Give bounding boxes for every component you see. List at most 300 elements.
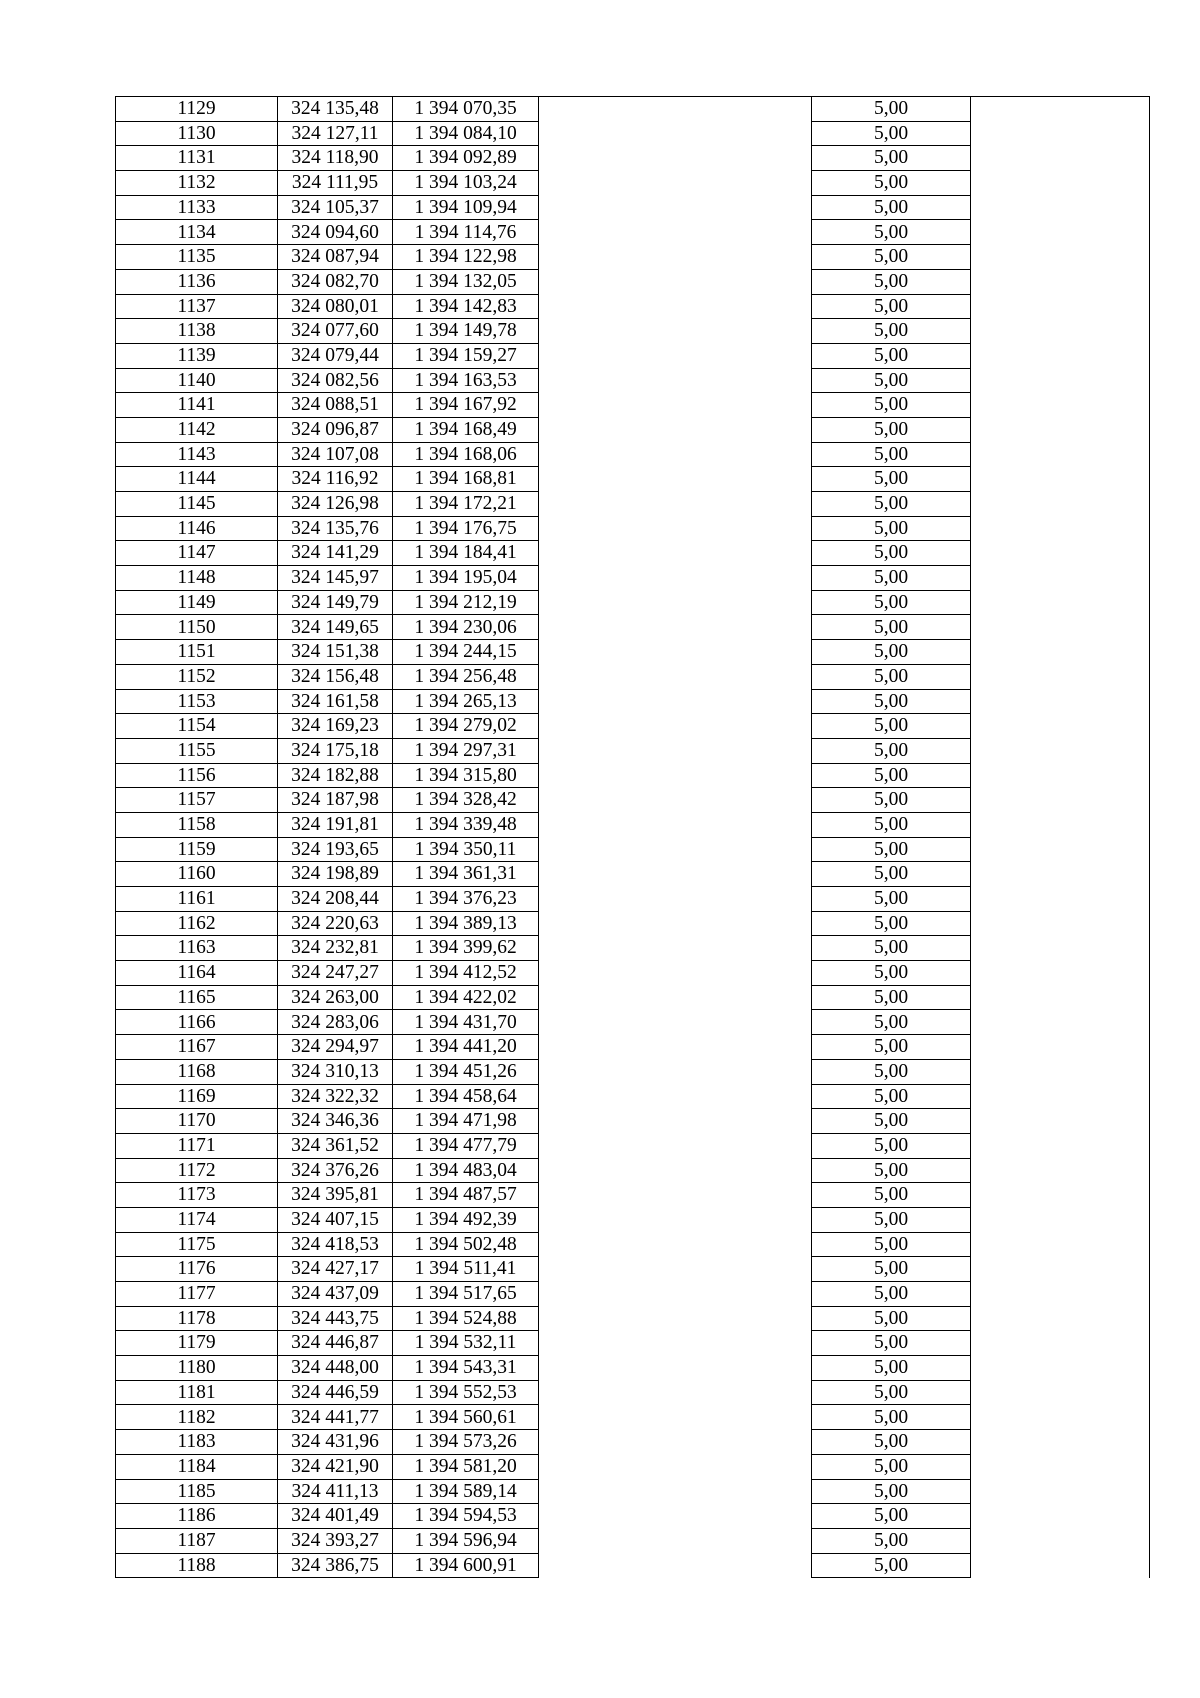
point-number-cell: 1155 (116, 738, 278, 763)
accuracy-cell: 5,00 (812, 417, 971, 442)
table-row (116, 788, 1150, 813)
table-row (116, 1158, 1150, 1183)
description-cell (539, 121, 812, 146)
point-number-cell: 1180 (116, 1356, 278, 1381)
point-number-cell: 1176 (116, 1257, 278, 1282)
point-number-cell: 1146 (116, 516, 278, 541)
description-cell (539, 615, 812, 640)
note-cell (971, 1430, 1150, 1455)
description-cell (539, 1232, 812, 1257)
description-cell (539, 763, 812, 788)
table-row (116, 1282, 1150, 1307)
accuracy-cell: 5,00 (812, 1454, 971, 1479)
y-coordinate-cell: 1 394 441,20 (393, 1035, 539, 1060)
note-cell (971, 788, 1150, 813)
point-number-cell: 1170 (116, 1109, 278, 1134)
table-row (116, 1553, 1150, 1578)
description-cell (539, 1158, 812, 1183)
table-row (116, 343, 1150, 368)
description-cell (539, 887, 812, 912)
point-number-cell: 1145 (116, 492, 278, 517)
table-row (116, 541, 1150, 566)
x-coordinate-cell: 324 427,17 (278, 1257, 393, 1282)
note-cell (971, 516, 1150, 541)
point-number-cell: 1158 (116, 812, 278, 837)
x-coordinate-cell: 324 156,48 (278, 664, 393, 689)
note-cell (971, 417, 1150, 442)
accuracy-cell: 5,00 (812, 1109, 971, 1134)
point-number-cell: 1144 (116, 467, 278, 492)
accuracy-cell: 5,00 (812, 1010, 971, 1035)
note-cell (971, 1207, 1150, 1232)
table-row (116, 1430, 1150, 1455)
coordinates-table (115, 96, 1150, 1578)
table-row (116, 566, 1150, 591)
description-cell (539, 245, 812, 270)
note-cell (971, 911, 1150, 936)
y-coordinate-cell: 1 394 163,53 (393, 368, 539, 393)
note-cell (971, 467, 1150, 492)
y-coordinate-cell: 1 394 573,26 (393, 1430, 539, 1455)
table-row (116, 516, 1150, 541)
note-cell (971, 812, 1150, 837)
x-coordinate-cell: 324 182,88 (278, 763, 393, 788)
table-row (116, 1059, 1150, 1084)
accuracy-cell: 5,00 (812, 1306, 971, 1331)
point-number-cell: 1134 (116, 220, 278, 245)
description-cell (539, 294, 812, 319)
y-coordinate-cell: 1 394 149,78 (393, 319, 539, 344)
point-number-cell: 1165 (116, 985, 278, 1010)
note-cell (971, 1282, 1150, 1307)
table-row (116, 887, 1150, 912)
table-row (116, 1331, 1150, 1356)
accuracy-cell: 5,00 (812, 1479, 971, 1504)
point-number-cell: 1154 (116, 714, 278, 739)
table-row (116, 146, 1150, 171)
description-cell (539, 1207, 812, 1232)
description-cell (539, 862, 812, 887)
description-cell (539, 566, 812, 591)
x-coordinate-cell: 324 079,44 (278, 343, 393, 368)
note-cell (971, 442, 1150, 467)
note-cell (971, 97, 1150, 122)
x-coordinate-cell: 324 135,48 (278, 97, 393, 122)
accuracy-cell: 5,00 (812, 936, 971, 961)
x-coordinate-cell: 324 294,97 (278, 1035, 393, 1060)
description-cell (539, 985, 812, 1010)
note-cell (971, 1035, 1150, 1060)
y-coordinate-cell: 1 394 376,23 (393, 887, 539, 912)
table-row (116, 714, 1150, 739)
x-coordinate-cell: 324 094,60 (278, 220, 393, 245)
point-number-cell: 1161 (116, 887, 278, 912)
accuracy-cell: 5,00 (812, 1553, 971, 1578)
point-number-cell: 1167 (116, 1035, 278, 1060)
point-number-cell: 1185 (116, 1479, 278, 1504)
x-coordinate-cell: 324 105,37 (278, 195, 393, 220)
description-cell (539, 936, 812, 961)
description-cell (539, 442, 812, 467)
description-cell (539, 1059, 812, 1084)
point-number-cell: 1156 (116, 763, 278, 788)
point-number-cell: 1162 (116, 911, 278, 936)
accuracy-cell: 5,00 (812, 220, 971, 245)
accuracy-cell: 5,00 (812, 1059, 971, 1084)
accuracy-cell: 5,00 (812, 121, 971, 146)
description-cell (539, 492, 812, 517)
point-number-cell: 1174 (116, 1207, 278, 1232)
table-row (116, 294, 1150, 319)
y-coordinate-cell: 1 394 103,24 (393, 171, 539, 196)
y-coordinate-cell: 1 394 142,83 (393, 294, 539, 319)
description-cell (539, 319, 812, 344)
y-coordinate-cell: 1 394 589,14 (393, 1479, 539, 1504)
x-coordinate-cell: 324 232,81 (278, 936, 393, 961)
note-cell (971, 590, 1150, 615)
y-coordinate-cell: 1 394 451,26 (393, 1059, 539, 1084)
y-coordinate-cell: 1 394 596,94 (393, 1528, 539, 1553)
y-coordinate-cell: 1 394 159,27 (393, 343, 539, 368)
y-coordinate-cell: 1 394 122,98 (393, 245, 539, 270)
point-number-cell: 1166 (116, 1010, 278, 1035)
description-cell (539, 1282, 812, 1307)
note-cell (971, 862, 1150, 887)
accuracy-cell: 5,00 (812, 615, 971, 640)
table-row (116, 319, 1150, 344)
point-number-cell: 1163 (116, 936, 278, 961)
description-cell (539, 640, 812, 665)
point-number-cell: 1188 (116, 1553, 278, 1578)
x-coordinate-cell: 324 096,87 (278, 417, 393, 442)
point-number-cell: 1164 (116, 961, 278, 986)
note-cell (971, 220, 1150, 245)
table-row (116, 911, 1150, 936)
x-coordinate-cell: 324 161,58 (278, 689, 393, 714)
x-coordinate-cell: 324 187,98 (278, 788, 393, 813)
point-number-cell: 1143 (116, 442, 278, 467)
accuracy-cell: 5,00 (812, 862, 971, 887)
description-cell (539, 1405, 812, 1430)
x-coordinate-cell: 324 263,00 (278, 985, 393, 1010)
description-cell (539, 393, 812, 418)
note-cell (971, 245, 1150, 270)
description-cell (539, 1553, 812, 1578)
description-cell (539, 1084, 812, 1109)
table-row (116, 121, 1150, 146)
y-coordinate-cell: 1 394 552,53 (393, 1380, 539, 1405)
description-cell (539, 961, 812, 986)
accuracy-cell: 5,00 (812, 1282, 971, 1307)
x-coordinate-cell: 324 395,81 (278, 1183, 393, 1208)
point-number-cell: 1184 (116, 1454, 278, 1479)
accuracy-cell: 5,00 (812, 294, 971, 319)
y-coordinate-cell: 1 394 487,57 (393, 1183, 539, 1208)
note-cell (971, 1306, 1150, 1331)
table-row (116, 590, 1150, 615)
description-cell (539, 738, 812, 763)
note-cell (971, 269, 1150, 294)
y-coordinate-cell: 1 394 114,76 (393, 220, 539, 245)
description-cell (539, 541, 812, 566)
accuracy-cell: 5,00 (812, 245, 971, 270)
y-coordinate-cell: 1 394 502,48 (393, 1232, 539, 1257)
table-row (116, 1084, 1150, 1109)
x-coordinate-cell: 324 443,75 (278, 1306, 393, 1331)
table-row (116, 1504, 1150, 1529)
x-coordinate-cell: 324 118,90 (278, 146, 393, 171)
accuracy-cell: 5,00 (812, 1380, 971, 1405)
coordinates-table-body (116, 97, 1150, 1578)
y-coordinate-cell: 1 394 109,94 (393, 195, 539, 220)
y-coordinate-cell: 1 394 212,19 (393, 590, 539, 615)
description-cell (539, 1454, 812, 1479)
accuracy-cell: 5,00 (812, 467, 971, 492)
y-coordinate-cell: 1 394 339,48 (393, 812, 539, 837)
x-coordinate-cell: 324 149,65 (278, 615, 393, 640)
accuracy-cell: 5,00 (812, 763, 971, 788)
x-coordinate-cell: 324 361,52 (278, 1133, 393, 1158)
y-coordinate-cell: 1 394 594,53 (393, 1504, 539, 1529)
note-cell (971, 714, 1150, 739)
accuracy-cell: 5,00 (812, 1356, 971, 1381)
x-coordinate-cell: 324 151,38 (278, 640, 393, 665)
point-number-cell: 1142 (116, 417, 278, 442)
y-coordinate-cell: 1 394 195,04 (393, 566, 539, 591)
accuracy-cell: 5,00 (812, 1405, 971, 1430)
x-coordinate-cell: 324 346,36 (278, 1109, 393, 1134)
table-row (116, 1133, 1150, 1158)
y-coordinate-cell: 1 394 517,65 (393, 1282, 539, 1307)
description-cell (539, 343, 812, 368)
description-cell (539, 1430, 812, 1455)
accuracy-cell: 5,00 (812, 1430, 971, 1455)
y-coordinate-cell: 1 394 230,06 (393, 615, 539, 640)
x-coordinate-cell: 324 087,94 (278, 245, 393, 270)
note-cell (971, 1084, 1150, 1109)
y-coordinate-cell: 1 394 265,13 (393, 689, 539, 714)
x-coordinate-cell: 324 145,97 (278, 566, 393, 591)
accuracy-cell: 5,00 (812, 985, 971, 1010)
description-cell (539, 171, 812, 196)
description-cell (539, 467, 812, 492)
description-cell (539, 269, 812, 294)
description-cell (539, 1109, 812, 1134)
point-number-cell: 1130 (116, 121, 278, 146)
x-coordinate-cell: 324 135,76 (278, 516, 393, 541)
description-cell (539, 812, 812, 837)
x-coordinate-cell: 324 088,51 (278, 393, 393, 418)
accuracy-cell: 5,00 (812, 368, 971, 393)
point-number-cell: 1129 (116, 97, 278, 122)
y-coordinate-cell: 1 394 412,52 (393, 961, 539, 986)
note-cell (971, 689, 1150, 714)
note-cell (971, 664, 1150, 689)
point-number-cell: 1152 (116, 664, 278, 689)
note-cell (971, 121, 1150, 146)
y-coordinate-cell: 1 394 184,41 (393, 541, 539, 566)
y-coordinate-cell: 1 394 244,15 (393, 640, 539, 665)
description-cell (539, 1356, 812, 1381)
x-coordinate-cell: 324 175,18 (278, 738, 393, 763)
point-number-cell: 1178 (116, 1306, 278, 1331)
note-cell (971, 1553, 1150, 1578)
description-cell (539, 146, 812, 171)
description-cell (539, 1035, 812, 1060)
y-coordinate-cell: 1 394 581,20 (393, 1454, 539, 1479)
accuracy-cell: 5,00 (812, 590, 971, 615)
point-number-cell: 1159 (116, 837, 278, 862)
y-coordinate-cell: 1 394 477,79 (393, 1133, 539, 1158)
point-number-cell: 1133 (116, 195, 278, 220)
note-cell (971, 343, 1150, 368)
accuracy-cell: 5,00 (812, 269, 971, 294)
x-coordinate-cell: 324 283,06 (278, 1010, 393, 1035)
x-coordinate-cell: 324 198,89 (278, 862, 393, 887)
accuracy-cell: 5,00 (812, 1257, 971, 1282)
y-coordinate-cell: 1 394 422,02 (393, 985, 539, 1010)
note-cell (971, 985, 1150, 1010)
point-number-cell: 1138 (116, 319, 278, 344)
y-coordinate-cell: 1 394 132,05 (393, 269, 539, 294)
point-number-cell: 1169 (116, 1084, 278, 1109)
table-row (116, 245, 1150, 270)
accuracy-cell: 5,00 (812, 541, 971, 566)
y-coordinate-cell: 1 394 458,64 (393, 1084, 539, 1109)
accuracy-cell: 5,00 (812, 1232, 971, 1257)
y-coordinate-cell: 1 394 172,21 (393, 492, 539, 517)
x-coordinate-cell: 324 116,92 (278, 467, 393, 492)
description-cell (539, 1306, 812, 1331)
accuracy-cell: 5,00 (812, 566, 971, 591)
table-row (116, 393, 1150, 418)
x-coordinate-cell: 324 386,75 (278, 1553, 393, 1578)
table-row (116, 1207, 1150, 1232)
note-cell (971, 1232, 1150, 1257)
table-row (116, 689, 1150, 714)
table-row (116, 1479, 1150, 1504)
point-number-cell: 1181 (116, 1380, 278, 1405)
y-coordinate-cell: 1 394 399,62 (393, 936, 539, 961)
note-cell (971, 1010, 1150, 1035)
y-coordinate-cell: 1 394 471,98 (393, 1109, 539, 1134)
note-cell (971, 1454, 1150, 1479)
table-row (116, 220, 1150, 245)
accuracy-cell: 5,00 (812, 1133, 971, 1158)
point-number-cell: 1168 (116, 1059, 278, 1084)
accuracy-cell: 5,00 (812, 393, 971, 418)
y-coordinate-cell: 1 394 168,49 (393, 417, 539, 442)
note-cell (971, 1059, 1150, 1084)
note-cell (971, 1109, 1150, 1134)
point-number-cell: 1183 (116, 1430, 278, 1455)
description-cell (539, 1183, 812, 1208)
accuracy-cell: 5,00 (812, 911, 971, 936)
table-row (116, 269, 1150, 294)
y-coordinate-cell: 1 394 483,04 (393, 1158, 539, 1183)
note-cell (971, 936, 1150, 961)
table-row (116, 1109, 1150, 1134)
table-row (116, 961, 1150, 986)
point-number-cell: 1131 (116, 146, 278, 171)
description-cell (539, 1528, 812, 1553)
table-row (116, 467, 1150, 492)
x-coordinate-cell: 324 446,87 (278, 1331, 393, 1356)
accuracy-cell: 5,00 (812, 961, 971, 986)
y-coordinate-cell: 1 394 350,11 (393, 837, 539, 862)
table-row (116, 1528, 1150, 1553)
y-coordinate-cell: 1 394 084,10 (393, 121, 539, 146)
note-cell (971, 1504, 1150, 1529)
point-number-cell: 1148 (116, 566, 278, 591)
point-number-cell: 1140 (116, 368, 278, 393)
note-cell (971, 640, 1150, 665)
note-cell (971, 1380, 1150, 1405)
point-number-cell: 1153 (116, 689, 278, 714)
y-coordinate-cell: 1 394 328,42 (393, 788, 539, 813)
description-cell (539, 1504, 812, 1529)
table-row (116, 1257, 1150, 1282)
accuracy-cell: 5,00 (812, 343, 971, 368)
y-coordinate-cell: 1 394 492,39 (393, 1207, 539, 1232)
table-row (116, 1010, 1150, 1035)
note-cell (971, 1405, 1150, 1430)
accuracy-cell: 5,00 (812, 689, 971, 714)
note-cell (971, 1331, 1150, 1356)
point-number-cell: 1157 (116, 788, 278, 813)
y-coordinate-cell: 1 394 511,41 (393, 1257, 539, 1282)
note-cell (971, 368, 1150, 393)
point-number-cell: 1172 (116, 1158, 278, 1183)
point-number-cell: 1186 (116, 1504, 278, 1529)
x-coordinate-cell: 324 401,49 (278, 1504, 393, 1529)
note-cell (971, 541, 1150, 566)
table-row (116, 442, 1150, 467)
point-number-cell: 1151 (116, 640, 278, 665)
description-cell (539, 1331, 812, 1356)
y-coordinate-cell: 1 394 167,92 (393, 393, 539, 418)
accuracy-cell: 5,00 (812, 1504, 971, 1529)
y-coordinate-cell: 1 394 361,31 (393, 862, 539, 887)
point-number-cell: 1182 (116, 1405, 278, 1430)
point-number-cell: 1139 (116, 343, 278, 368)
table-row (116, 1035, 1150, 1060)
note-cell (971, 195, 1150, 220)
table-row (116, 1183, 1150, 1208)
table-row (116, 492, 1150, 517)
y-coordinate-cell: 1 394 168,81 (393, 467, 539, 492)
note-cell (971, 393, 1150, 418)
x-coordinate-cell: 324 169,23 (278, 714, 393, 739)
description-cell (539, 1133, 812, 1158)
table-row (116, 1306, 1150, 1331)
x-coordinate-cell: 324 376,26 (278, 1158, 393, 1183)
x-coordinate-cell: 324 446,59 (278, 1380, 393, 1405)
note-cell (971, 146, 1150, 171)
point-number-cell: 1177 (116, 1282, 278, 1307)
y-coordinate-cell: 1 394 600,91 (393, 1553, 539, 1578)
description-cell (539, 1380, 812, 1405)
note-cell (971, 171, 1150, 196)
accuracy-cell: 5,00 (812, 664, 971, 689)
y-coordinate-cell: 1 394 543,31 (393, 1356, 539, 1381)
y-coordinate-cell: 1 394 168,06 (393, 442, 539, 467)
x-coordinate-cell: 324 126,98 (278, 492, 393, 517)
table-row (116, 1232, 1150, 1257)
table-row (116, 812, 1150, 837)
accuracy-cell: 5,00 (812, 146, 971, 171)
table-row (116, 640, 1150, 665)
